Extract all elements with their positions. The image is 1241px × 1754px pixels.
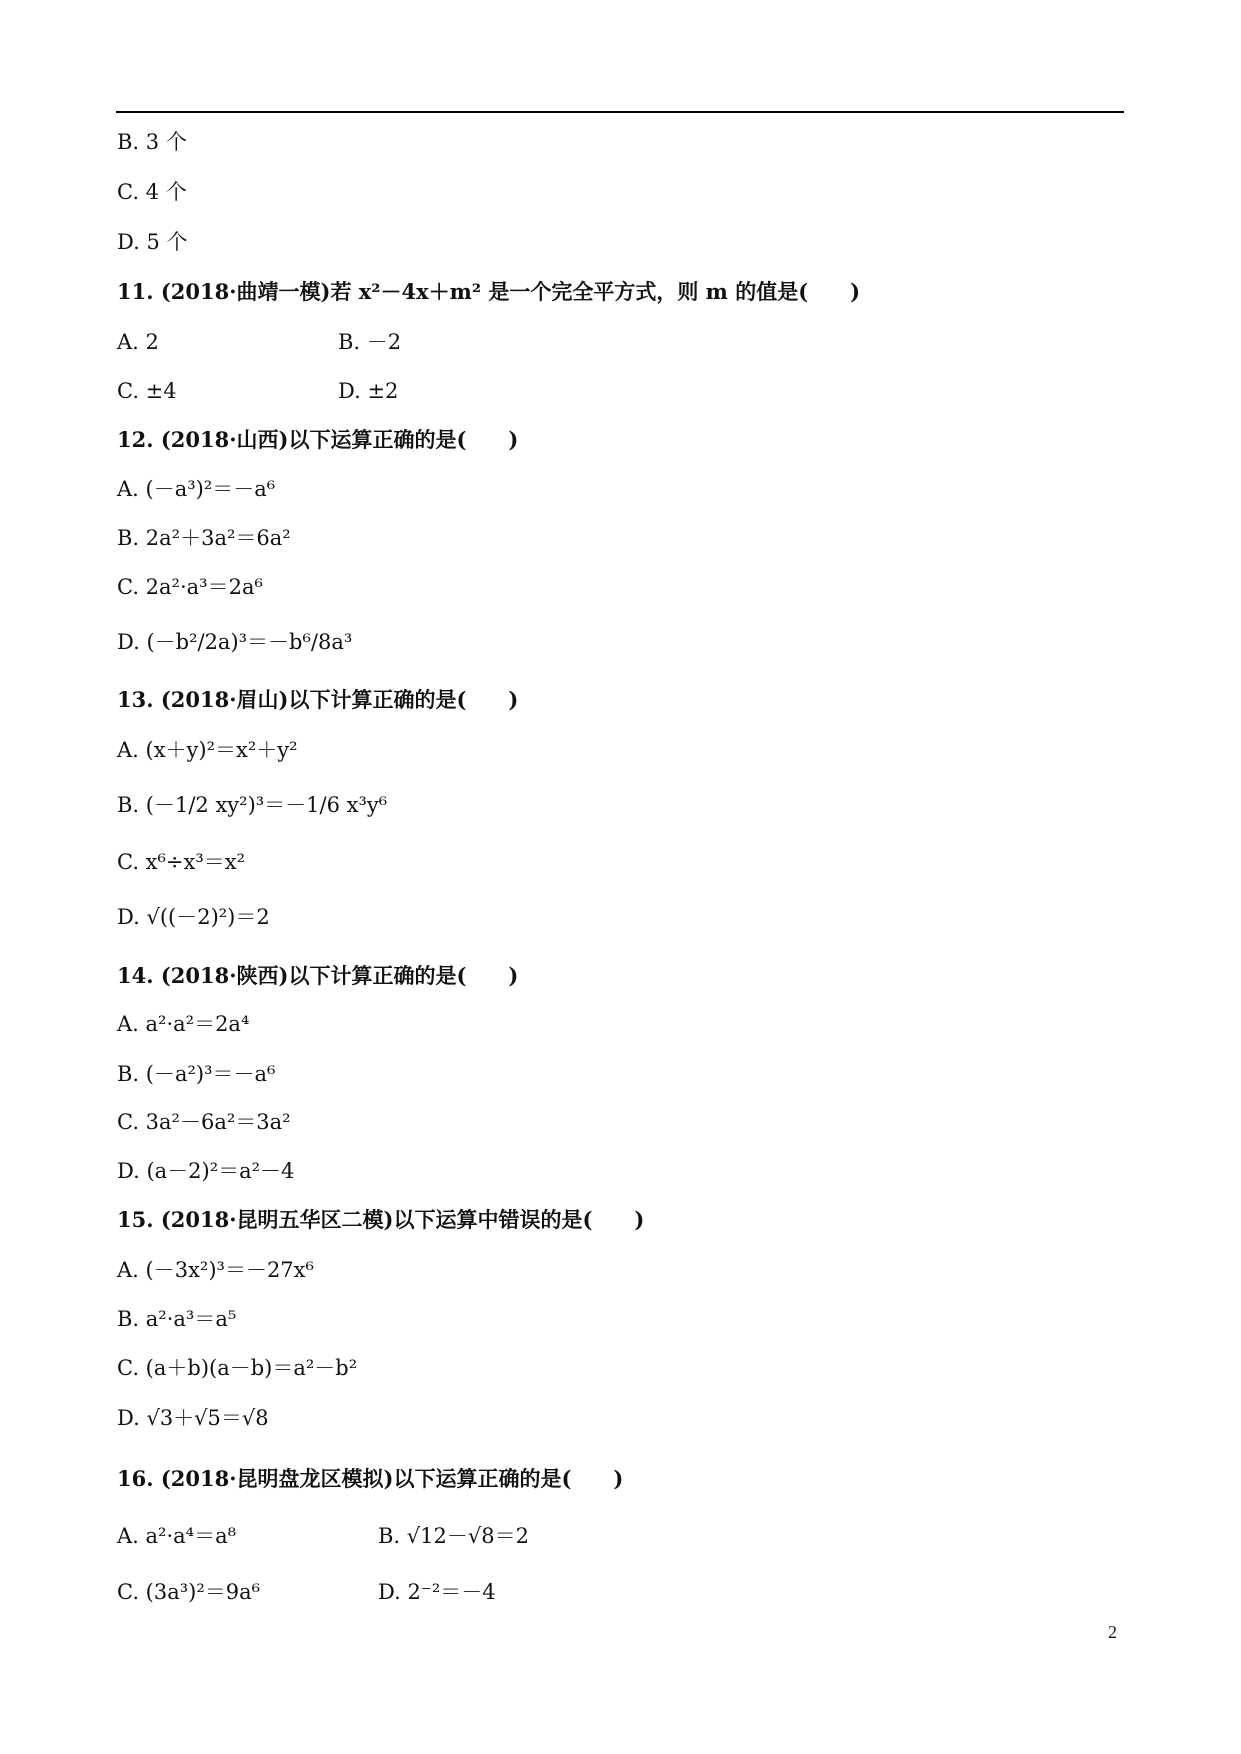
option-d-q11: D. ±2 <box>338 379 399 403</box>
page-number: 2 <box>1108 1622 1117 1642</box>
option-a-q12: A. (－a³)²＝－a⁶ <box>117 477 276 501</box>
option-a-q11: A. 2 <box>117 330 159 354</box>
option-d-q14: D. (a－2)²＝a²－4 <box>117 1159 295 1183</box>
question-14: 14. (2018·陕西)以下计算正确的是( ) <box>117 963 519 988</box>
option-d-q12: D. (－b²/2a)³＝－b⁶/8a³ <box>117 630 353 654</box>
option-a-q15: A. (－3x²)³＝－27x⁶ <box>117 1258 314 1282</box>
option-c-q16: C. (3a³)²＝9a⁶ <box>117 1580 261 1604</box>
option-c-q10: C. 4 个 <box>117 180 187 204</box>
option-b-q10: B. 3 个 <box>117 130 187 154</box>
question-15: 15. (2018·昆明五华区二模)以下运算中错误的是( ) <box>117 1207 645 1232</box>
option-d-q10: D. 5 个 <box>117 230 188 254</box>
option-b-q12: B. 2a²＋3a²＝6a² <box>117 526 291 550</box>
option-c-q11: C. ±4 <box>117 379 177 403</box>
header-rule <box>116 111 1124 113</box>
option-c-q13: C. x⁶÷x³＝x² <box>117 850 246 874</box>
question-12: 12. (2018·山西)以下运算正确的是( ) <box>117 427 519 452</box>
option-b-q13: B. (－1/2 xy²)³＝－1/6 x³y⁶ <box>117 793 388 817</box>
option-b-q11: B. －2 <box>338 330 402 354</box>
option-a-q14: A. a²·a²＝2a⁴ <box>117 1012 250 1036</box>
option-d-q13: D. √((－2)²)＝2 <box>117 905 270 929</box>
option-a-q16: A. a²·a⁴＝a⁸ <box>117 1524 237 1548</box>
question-16: 16. (2018·昆明盘龙区模拟)以下运算正确的是( ) <box>117 1466 624 1491</box>
option-c-q14: C. 3a²－6a²＝3a² <box>117 1110 291 1134</box>
option-d-q15: D. √3＋√5＝√8 <box>117 1406 269 1430</box>
option-b-q15: B. a²·a³＝a⁵ <box>117 1307 237 1331</box>
option-c-q12: C. 2a²·a³＝2a⁶ <box>117 575 263 599</box>
option-a-q13: A. (x＋y)²＝x²＋y² <box>117 738 298 762</box>
question-13: 13. (2018·眉山)以下计算正确的是( ) <box>117 687 519 712</box>
option-b-q14: B. (－a²)³＝－a⁶ <box>117 1062 276 1086</box>
option-b-q16: B. √12－√8＝2 <box>378 1524 529 1548</box>
option-c-q15: C. (a＋b)(a－b)＝a²－b² <box>117 1356 358 1380</box>
question-11: 11. (2018·曲靖一模)若 x²－4x＋m² 是一个完全平方式，则 m 的值是( ) <box>117 279 861 304</box>
option-d-q16: D. 2⁻²＝－4 <box>378 1580 496 1604</box>
